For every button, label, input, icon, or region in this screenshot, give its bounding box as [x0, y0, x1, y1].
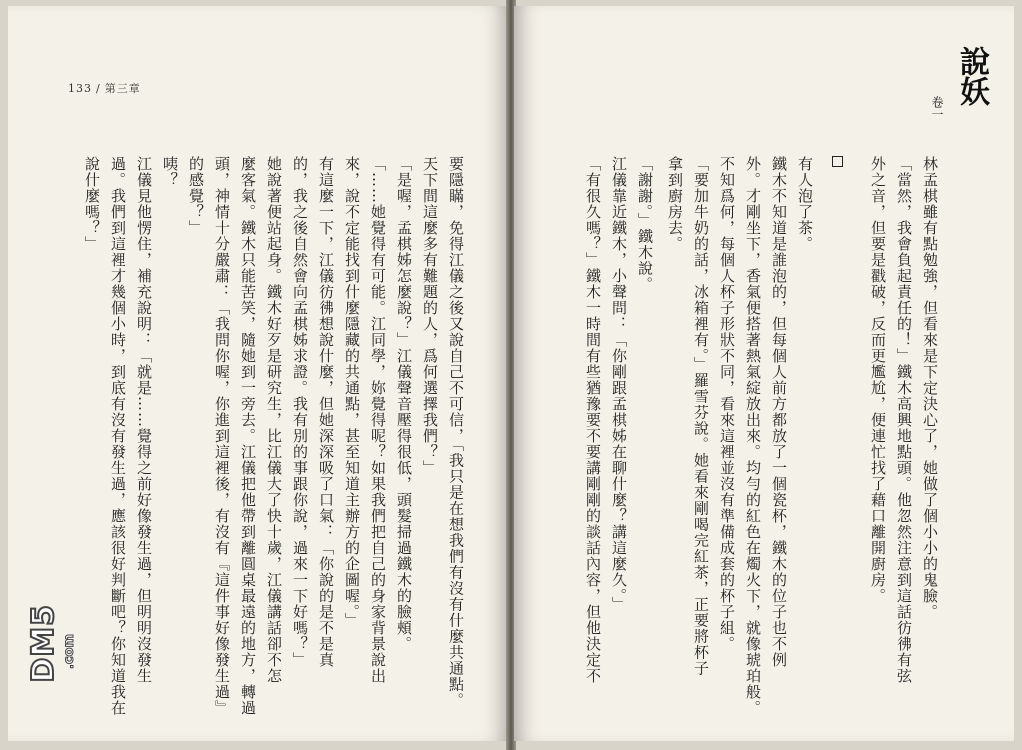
text-column: 她說著便站起身。鐵木好歹是研究生，比江儀大了快十歲，江儀講話卻不怎 — [265, 156, 283, 684]
header-separator: / — [96, 82, 101, 95]
dm5-watermark-logo — [26, 594, 80, 734]
text-column: 不知爲何，每個人杯子形狀不同，看來這裡並沒有準備成套的杯子組。 — [718, 156, 736, 652]
text-column: 麼客氣。鐵木只能苦笑，隨她到一旁去。江儀把他帶到離圓桌最遠的地方，轉過 — [239, 156, 257, 716]
text-column: 外之音，但要是戳破，反而更尷尬，便連忙找了藉口離開廚房。 — [869, 156, 887, 604]
text-column: 的感覺？」 — [187, 156, 205, 236]
watermark-brand: DM5 — [26, 604, 61, 683]
text-column: 來，說不定能找到什麼隱藏的共通點，甚至知道主辦方的企圖喔。」 — [343, 156, 361, 629]
text-column: 「是喔，孟棋姊怎麼說？」江儀聲音壓得很低，頭髮掃過鐵木的臉頰。 — [395, 156, 413, 652]
text-column: 有這麼一下，江儀彷彿想說什麼，但她深深吸了口氣：「你說的是不是真 — [317, 156, 335, 668]
text-column: 江儀靠近鐵木，小聲問：「你剛跟孟棋姊在聊什麼？講這麼久。」 — [610, 156, 628, 613]
text-column: 要隱瞞，免得江儀之後又說自己不可信，「我只是在想我們有沒有什麼共通點。 — [447, 156, 465, 709]
book-title-mark — [929, 46, 1001, 156]
left-page — [8, 6, 508, 741]
text-column: 有人泡了茶。 — [796, 156, 814, 252]
volume-label: 卷一 — [930, 96, 944, 120]
text-column: 外。才剛坐下，香氣便搭著熱氣綻放出來。均勻的紅色在燭火下，就像琥珀般。 — [744, 156, 762, 716]
chapter-title: 第三章 — [104, 82, 141, 95]
page-number: 133 — [68, 82, 92, 95]
right-page — [514, 6, 1014, 741]
text-column: 說什麼嗎？」 — [83, 156, 101, 252]
text-column: 「謝謝。」鐵木說。 — [636, 156, 654, 293]
text-column: 「……她覺得有可能。江同學，妳覺得呢？如果我們把自己的身家背景說出 — [369, 156, 387, 684]
book-title: 說妖 — [954, 46, 989, 106]
text-column: 鐵木不知道是誰泡的，但每個人前方都放了一個瓷杯，鐵木的位子也不例 — [770, 156, 788, 668]
text-column: 江儀見他愣住，補充說明：「就是……覺得之前好像發生過，但明明沒發生 — [135, 156, 153, 684]
text-column: 過。我們到這裡才幾個小時，到底有沒有發生過，應該很好判斷吧？你知道我在 — [109, 156, 127, 716]
text-column: 咦？ — [161, 156, 179, 188]
text-column: 林孟棋雖有點勉強，但看來是下定決心了，她做了個小小的鬼臉。 — [921, 156, 939, 620]
text-column: 天下間這麼多有難題的人，爲何選擇我們？」 — [421, 156, 439, 476]
text-column: 「有很久嗎？」鐵木一時間有些猶豫要不要講剛剛的談話內容，但他決定不 — [584, 156, 602, 684]
section-break-icon — [832, 156, 843, 167]
text-column: 的，我之後自然會向孟棋姊求證。我有別的事跟你說，過來一下好嗎？」 — [291, 156, 309, 668]
watermark-domain: .com — [62, 634, 77, 670]
text-column: 「要加牛奶的話，冰箱裡有。」羅雪芬說。她看來剛喝完紅茶，正要將杯子 — [692, 156, 710, 677]
page-header — [68, 80, 141, 96]
text-column: 拿到廚房去。 — [666, 156, 684, 252]
text-column: 「當然，我會負起責任的！」鐵木高興地點頭。他忽然注意到這話彷彿有弦 — [895, 156, 913, 684]
section-break-square — [826, 156, 848, 167]
text-column: 頭，神情十分嚴肅：「我問你喔，你進到這裡後，有沒有『這件事好像發生過』 — [213, 156, 231, 716]
